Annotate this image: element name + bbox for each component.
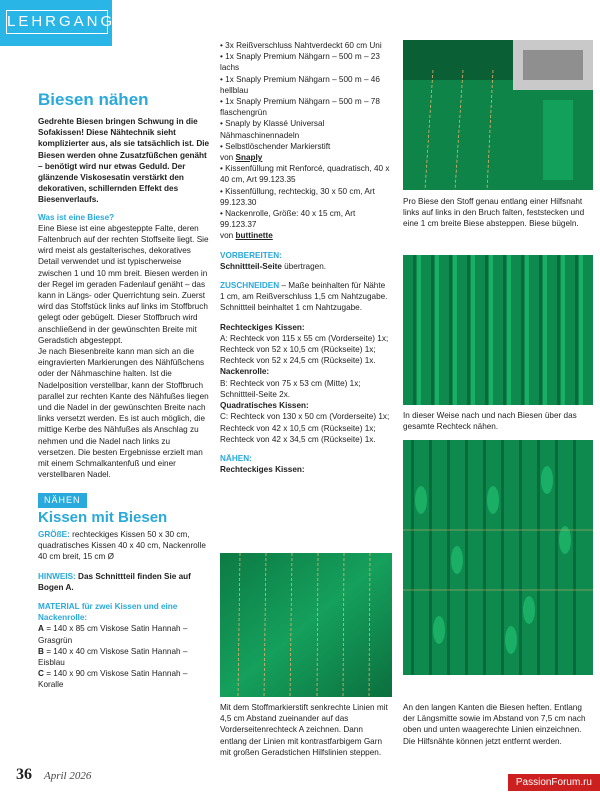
section-label: NÄHEN: [38, 493, 87, 508]
materials-column: [220, 40, 392, 475]
material-list-item: • 1x Snaply Premium Nähgarn – 500 m – 23 lachs: [220, 52, 380, 73]
photo-caption-3: In dieser Weise nach und nach Biesen über das gesamte Rechteck nähen.: [403, 411, 577, 432]
intro-body-1: Eine Biese ist eine abgesteppte Falte, deren Faltenbruch auf der rechten Stoffseite liegt. Sie wird meist als gestalterisches, dekoratives Detail verwendet und ist typischerweise zwischen 1 und 10 mm breit. Biesen werden in der Regel im geraden Fadenlauf genäht – das kann in Längs- oder Querrichtung sein. Zuerst wird das Stoffstück links auf links im Stoffbruch gelegt oder gebügelt. Dieser Stoffbruch wird anschließend in der gewünschten Breite mit Geradstich abgesteppt.: [38, 223, 209, 345]
issue-date: April 2026: [44, 770, 92, 782]
source-snaply: Snaply: [235, 153, 263, 163]
fabric-photo-sewing: [403, 40, 593, 190]
material-list-item: • Nackenrolle, Größe: 40 x 15 cm, Art 99.123.37: [220, 209, 356, 230]
section-title: Kissen mit Biesen: [38, 508, 168, 526]
article-title: Biesen nähen: [38, 90, 149, 109]
prep-rest: übertragen.: [284, 261, 327, 271]
size-paragraph: [38, 529, 210, 563]
square-heading: Quadratisches Kissen:: [220, 401, 309, 411]
material-list-item: • Kissenfüllung mit Renforcé, quadratisch, 40 x 40 cm, Art 99.123.35: [220, 164, 390, 185]
material-c: [38, 668, 210, 690]
sew-sub: Rechteckiges Kissen:: [220, 465, 305, 475]
source-line-1: [220, 152, 392, 163]
hint-label: HINWEIS:: [38, 571, 76, 581]
source-prefix: von: [220, 231, 234, 241]
fabric-photo-twisted: [403, 440, 593, 675]
lead-paragraph: Gedrehte Biesen bringen Schwung in die Sofakissen! Diese Nähtechnik sieht komplizierter aus, als sie tatsächlich ist. Die Biesen werden ohne Zusatzfüßchen genäht – benötigt wird nur etwas Geduld. Der glänzende Viskosesatin verstärkt den dekorativen, schillernden Effekt des Biesenverlaufs.: [38, 117, 210, 205]
size-label: GRÖßE:: [38, 529, 70, 539]
roll-heading: Nackenrolle:: [220, 367, 270, 377]
material-b-text: = 140 x 40 cm Viskose Satin Hannah – Eisblau: [38, 646, 188, 667]
cut-label: ZUSCHNEIDEN: [220, 281, 280, 291]
material-a-text: = 140 x 85 cm Viskose Satin Hannah – Grasgrün: [38, 624, 188, 645]
size-text: rechteckiges Kissen 50 x 30 cm, quadratisches Kissen 40 x 40 cm, Nackenrolle 40 cm breit, 15 cm Ø: [38, 529, 206, 562]
rect-heading: Rechteckiges Kissen:: [220, 322, 305, 332]
material-list-item: • Selbstlöschender Markierstift: [220, 141, 331, 151]
fabric-photo-pintucks: [403, 255, 593, 405]
prep-text: [220, 261, 392, 272]
material-list-item: • 1x Snaply Premium Nähgarn – 500 m – 46 hellblau: [220, 74, 380, 95]
material-list-item: • Kissenfüllung, rechteckig, 30 x 50 cm, Art 99.123.30: [220, 186, 375, 207]
prep-label: VORBEREITEN:: [220, 250, 282, 260]
cut-paragraph: [220, 280, 392, 314]
intro-column: [38, 90, 210, 691]
cut-text: – Maße beinhalten für Nähte 1 cm, am Reißverschluss 1,5 cm Nahtzugabe. Schnittteil beinhaltet 1 cm Nahtzugabe.: [220, 281, 388, 313]
hint-paragraph: [38, 571, 210, 593]
material-b-key: B: [38, 646, 44, 656]
material-b: [38, 646, 210, 668]
sew-label: NÄHEN:: [220, 453, 252, 463]
prep-bold: Schnittteil-Seite: [220, 261, 282, 271]
twisted-graphic: [403, 440, 593, 675]
pintucks-graphic: [403, 255, 593, 405]
photo-caption-4: An den langen Kanten die Biesen heften. Entlang der Längsmitte sowie im Abstand von 7,5 cm nach oben und unten waagerechte Linien einzeichnen. Die Hilfsnähte können jetzt entfernt werden.: [403, 703, 586, 746]
fabric-lines-graphic: [220, 553, 392, 697]
section-tag-label: LEHRGANG: [6, 10, 108, 34]
source-line-2: [220, 230, 392, 241]
sewing-graphic: [403, 40, 593, 190]
material-heading: MATERIAL für zwei Kissen und eine Nackenrolle:: [38, 601, 178, 623]
source-prefix: von: [220, 153, 234, 163]
photo-caption-2: Pro Biese den Stoff genau entlang einer Hilfsnaht links auf links in den Bruch falten, feststecken und eine 1 cm breite Biese absteppen. Biese bügeln.: [403, 197, 585, 229]
page-number: 36: [16, 766, 32, 783]
material-list-item: • 3x Reißverschluss Nahtverdeckt 60 cm Uni: [220, 41, 382, 50]
material-list-item: • 1x Snaply Premium Nähgarn – 500 m – 78 flaschengrün: [220, 97, 380, 118]
material-c-text: = 140 x 90 cm Viskose Satin Hannah – Koralle: [38, 669, 188, 690]
square-text: C: Rechteck von 130 x 50 cm (Vorderseite) 1x; Rechteck von 42 x 10,5 cm (Rückseite) 1x; Rechteck von 42 x 34,5 cm (Rückseite) 1x.: [220, 412, 390, 444]
material-a-key: A: [38, 624, 44, 634]
watermark: PassionForum.ru: [508, 774, 600, 791]
intro-body-2: Je nach Biesenbreite kann man sich an die eingravierten Markierungen des Nähfüßchens oder der Nähmaschine halten. Ist die Nadelposition verstellbar, kann der Stoffbruch parallel zur rechten Kante des Nähfußes liegen und die Nadel in der gewünschten Breite nach links versetzt werden. Es ist auch möglich, die mittige Kerbe des Nähfußes als Anschlag zu nehmen und die Nadel nach links zu versetzen. Die besten Ergebnisse erzielt man mit einem Schmalkantenfuß und einer verstellbaren Nadel.: [38, 347, 209, 480]
photo-caption-1: Mit dem Stoffmarkierstift senkrechte Linien mit 4,5 cm Abstand zueinander auf das Vorderseitenrechteck A zeichnen. Dann entlang der Linien mit kontrastfarbigem Garn mit großen Geradstichen Hilfslinien steppen.: [220, 703, 388, 757]
material-list-item: • Snaply by Klassé Universal Nähmaschinennadeln: [220, 119, 325, 140]
fabric-photo-marked-lines: [220, 553, 392, 697]
rect-text: A: Rechteck von 115 x 55 cm (Vorderseite) 1x; Rechteck von 52 x 10,5 cm (Rückseite) 1x; Rechteck von 52 x 24,5 cm (Rückseite) 1x.: [220, 333, 389, 366]
material-a: [38, 623, 210, 645]
question-heading: Was ist eine Biese?: [38, 212, 115, 222]
material-c-key: C: [38, 669, 44, 679]
roll-text: B: Rechteck von 75 x 53 cm (Mitte) 1x; Schnittteil-Seite 2x.: [220, 378, 361, 399]
source-buttinette: buttinette: [235, 231, 273, 241]
hint-text: Das Schnittteil finden Sie auf Bogen A.: [38, 571, 191, 592]
section-tag: [0, 0, 116, 46]
